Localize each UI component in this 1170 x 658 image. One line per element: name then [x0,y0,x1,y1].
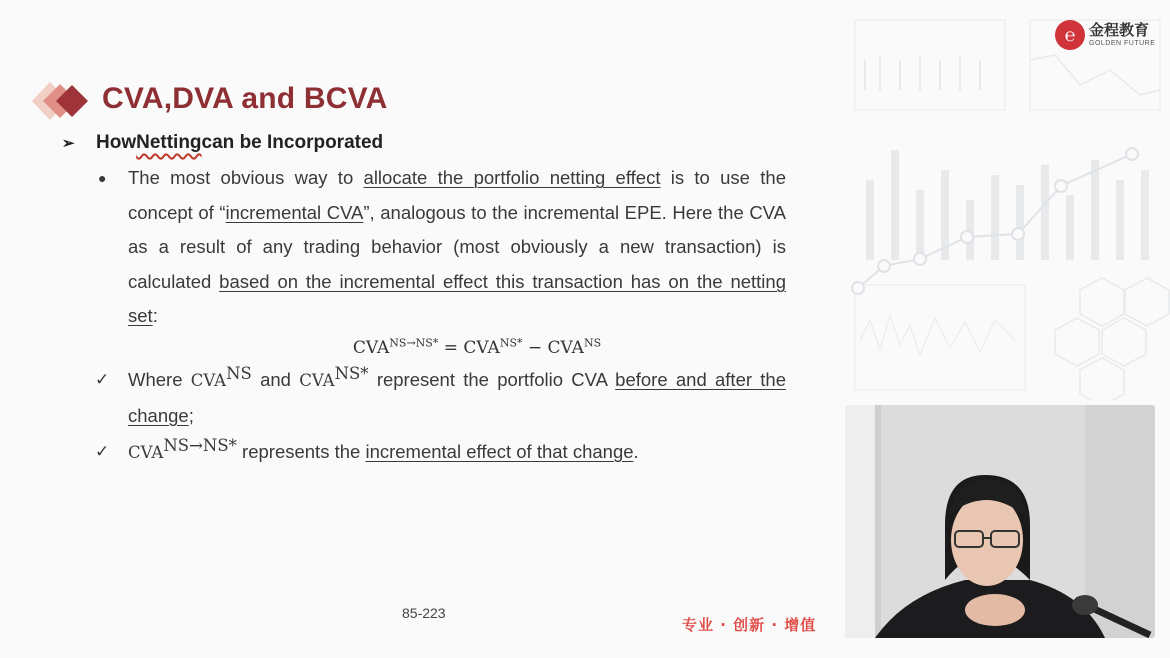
background-chart-decoration [840,0,1170,400]
section-heading: ➢ How Netting can be Incorporated [62,132,384,153]
checkmark-icon: ✓ [95,441,110,461]
dot-bullet-icon: ● [98,170,107,186]
highlight-netting: Netting [136,132,202,153]
footer-slogan: 专业 · 创新 · 增值 [682,616,817,634]
title-diamond-icon [32,82,92,120]
slide-title: CVA,DVA and BCVA [102,82,388,115]
logo-text-en: GOLDEN FUTURE [1089,40,1156,47]
presenter-video [845,405,1155,638]
logo-text-cn: 金程教育 [1089,21,1150,39]
check-item-before-after: ✓ Where $CVA^{NS}$ and $CVA^{NS*}$ represent the portfolio CVA before and after the change; [95,363,786,426]
logo-mark-icon: ℮ [1055,20,1085,50]
arrow-bullet-icon: ➢ [62,135,75,152]
presenter-video-frame [845,405,1155,638]
checkmark-icon: ✓ [95,369,110,389]
incremental-cva-formula: $CVA^{NS\to NS*} = CVA^{NS*} - CVA^{NS}$ [352,335,602,358]
bullet-paragraph: ● The most obvious way to allocate the portfolio netting effect is to use the concept of “incremental CVA”, analogous to the incremental EPE. Here the CVA as a result of any trading behavior (most obviously a new transaction) is calculated based on the incremental effect this transaction has on the netting set: [128,161,786,334]
slide-content [62,132,792,470]
company-logo [1055,20,1155,50]
check-item-incremental-effect: ✓ $CVA^{NS\to NS*}$ represents the incremental effect of that change. [128,434,786,470]
page-number: 85-223 [402,605,446,621]
